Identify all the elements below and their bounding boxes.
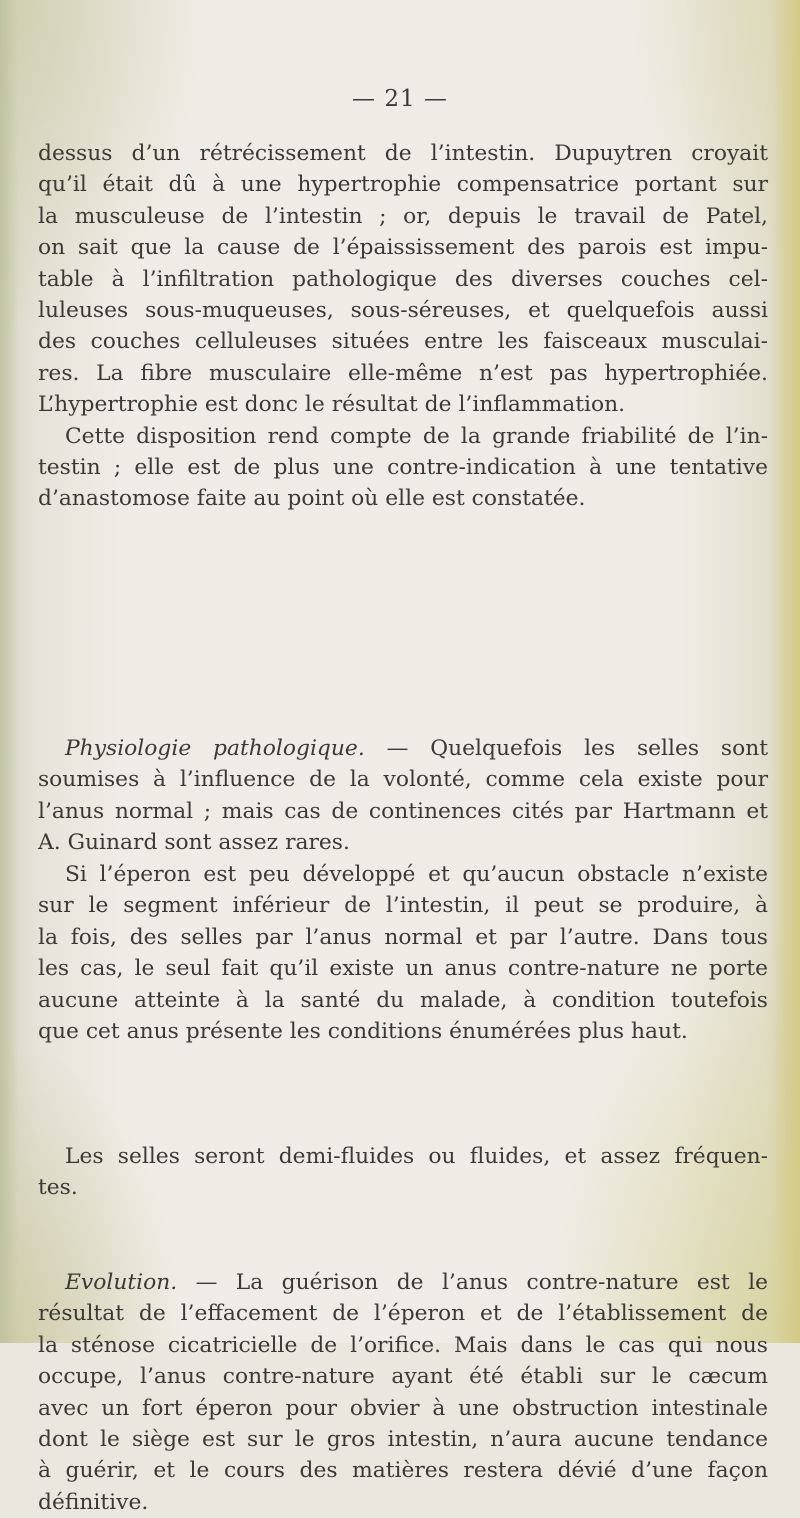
text-line <box>38 1267 768 1298</box>
text-line: aucune atteinte à la santé du malade, à condition toutefois <box>38 987 768 1013</box>
text-line: la sténose cicatricielle de l’orifice. Mais dans le cas qui nous <box>38 1332 768 1358</box>
text-line: luleuses sous-muqueuses, sous-séreuses, et quelquefois aussi <box>38 298 768 324</box>
text-line: d’anastomose faite au point où elle est constatée. <box>38 486 586 512</box>
text-line: la fois, des selles par l’anus normal et par l’autre. Dans tous <box>38 924 768 950</box>
page-edge-right <box>770 0 800 1343</box>
paragraph-selles <box>38 1141 768 1204</box>
text-line: dessus d’un rétrécissement de l’intestin. Dupuytren croyait <box>38 141 768 166</box>
text-line: on sait que la cause de l’épaississement des parois est impu- <box>38 235 768 261</box>
text-line: res. La fibre musculaire elle-même n’est pas hypertrophiée. <box>38 360 768 386</box>
paragraph-physiologie <box>38 733 768 859</box>
section-heading-physiologie: Physiologie pathologique. <box>65 736 365 761</box>
page-edge-left <box>0 0 18 1343</box>
page-number: — 21 — <box>352 86 448 112</box>
text-line: définitive. <box>38 1489 149 1515</box>
text-line: Cette disposition rend compte de la grande friabilité de l’in- <box>65 423 768 449</box>
text-line: l’anus normal ; mais cas de continences cités par Hartmann et <box>38 798 768 824</box>
section-heading-evolution: Evolution. <box>65 1270 178 1295</box>
text-line: table à l’infiltration pathologique des diverses couches cel- <box>38 266 768 292</box>
paragraph-intestin-hypertrophie <box>38 138 768 515</box>
text-line: Les selles seront demi-fluides ou fluides, et assez fréquen- <box>65 1144 768 1169</box>
text-line: avec un fort éperon pour obvier à une obstruction intestinale <box>38 1395 768 1421</box>
text-line: tes. <box>38 1175 78 1201</box>
text-line: sur le segment inférieur de l’intestin, il peut se produire, à <box>38 893 768 919</box>
text-line: qu’il était dû à une hypertrophie compensatrice portant sur <box>38 172 768 198</box>
text-line: L’hypertrophie est donc le résultat de l’inflammation. <box>38 392 626 418</box>
text-line: les cas, le seul fait qu’il existe un anus contre-nature ne porte <box>38 956 768 982</box>
paragraph-evolution <box>38 1267 768 1518</box>
text-line: dont le siège est sur le gros intestin, n’aura aucune tendance <box>38 1427 768 1453</box>
text-line: A. Guinard sont assez rares. <box>38 830 350 856</box>
text-line <box>38 733 768 764</box>
text-line: que cet anus présente les conditions énumérées plus haut. <box>38 1019 688 1045</box>
text-line: la musculeuse de l’intestin ; or, depuis le travail de Patel, <box>38 203 768 229</box>
text-fragment: — Quelquefois les selles sont <box>364 736 769 761</box>
text-fragment: — La guérison de l’anus contre-nature est le <box>177 1270 768 1295</box>
paragraph-eperon <box>38 859 768 1047</box>
text-line: Si l’éperon est peu développé et qu’aucun obstacle n’existe <box>65 862 768 887</box>
text-line: testin ; elle est de plus une contre-indication à une tentative <box>38 455 768 481</box>
text-line: à guérir, et le cours des matières restera dévié d’une façon <box>38 1458 768 1484</box>
text-line: des couches celluleuses situées entre les faisceaux musculai- <box>38 329 768 355</box>
text-line: résultat de l’effacement de l’éperon et de l’établissement de <box>38 1301 768 1327</box>
text-line: soumises à l’influence de la volonté, comme cela existe pour <box>38 767 768 793</box>
text-line: occupe, l’anus contre-nature ayant été établi sur le cæcum <box>38 1364 768 1390</box>
